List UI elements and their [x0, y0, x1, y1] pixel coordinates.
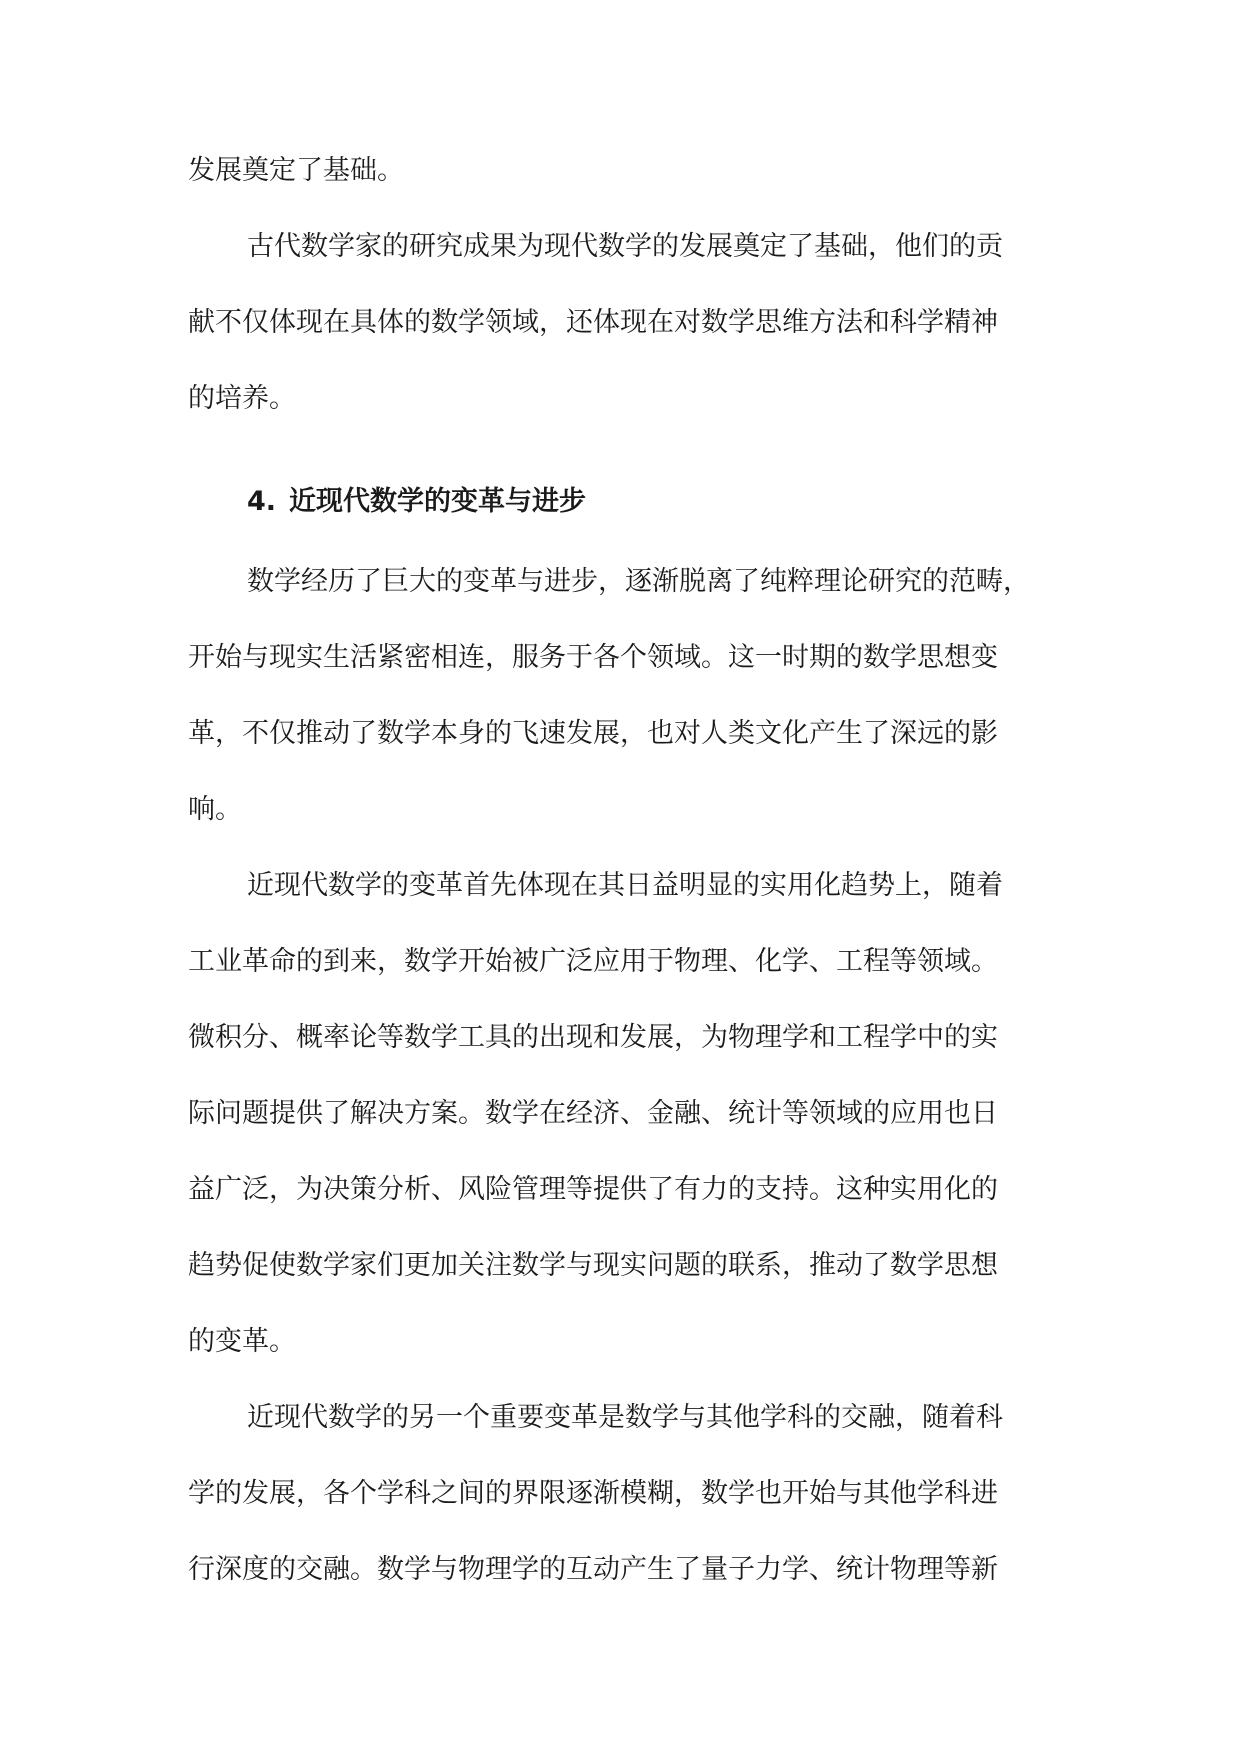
section-number: 4.	[247, 486, 277, 517]
paragraph-line: 微积分、概率论等数学工具的出现和发展，为物理学和工程学中的实	[188, 1022, 998, 1053]
paragraph-line: 行深度的交融。数学与物理学的互动产生了量子力学、统计物理等新	[188, 1554, 998, 1585]
paragraph-line: 响。	[188, 794, 242, 825]
paragraph-line: 的变革。	[188, 1326, 296, 1357]
paragraph-line: 工业革命的到来，数学开始被广泛应用于物理、化学、工程等领域。	[188, 946, 998, 977]
paragraph-line: 古代数学家的研究成果为现代数学的发展奠定了基础，他们的贡	[247, 231, 1003, 262]
paragraph-line: 趋势促使数学家们更加关注数学与现实问题的联系，推动了数学思想	[188, 1250, 998, 1281]
paragraph-line: 益广泛，为决策分析、风险管理等提供了有力的支持。这种实用化的	[188, 1174, 998, 1205]
paragraph-line: 数学经历了巨大的变革与进步，逐渐脱离了纯粹理论研究的范畴，	[247, 566, 1030, 597]
paragraph-line: 的培养。	[188, 383, 296, 414]
paragraph-line: 开始与现实生活紧密相连，服务于各个领域。这一时期的数学思想变	[188, 642, 998, 673]
paragraph-line: 发展奠定了基础。	[188, 155, 404, 186]
paragraph-line: 革，不仅推动了数学本身的飞速发展，也对人类文化产生了深远的影	[188, 718, 998, 749]
section-title: 近现代数学的变革与进步	[289, 486, 586, 517]
paragraph-line: 献不仅体现在具体的数学领域，还体现在对数学思维方法和科学精神	[188, 307, 998, 338]
paragraph-line: 近现代数学的变革首先体现在其日益明显的实用化趋势上，随着	[247, 870, 1003, 901]
paragraph-line: 近现代数学的另一个重要变革是数学与其他学科的交融，随着科	[247, 1402, 1003, 1433]
paragraph-line: 际问题提供了解决方案。数学在经济、金融、统计等领域的应用也日	[188, 1098, 998, 1129]
section-heading	[247, 485, 586, 519]
paragraph-line: 学的发展，各个学科之间的界限逐渐模糊，数学也开始与其他学科进	[188, 1478, 998, 1509]
